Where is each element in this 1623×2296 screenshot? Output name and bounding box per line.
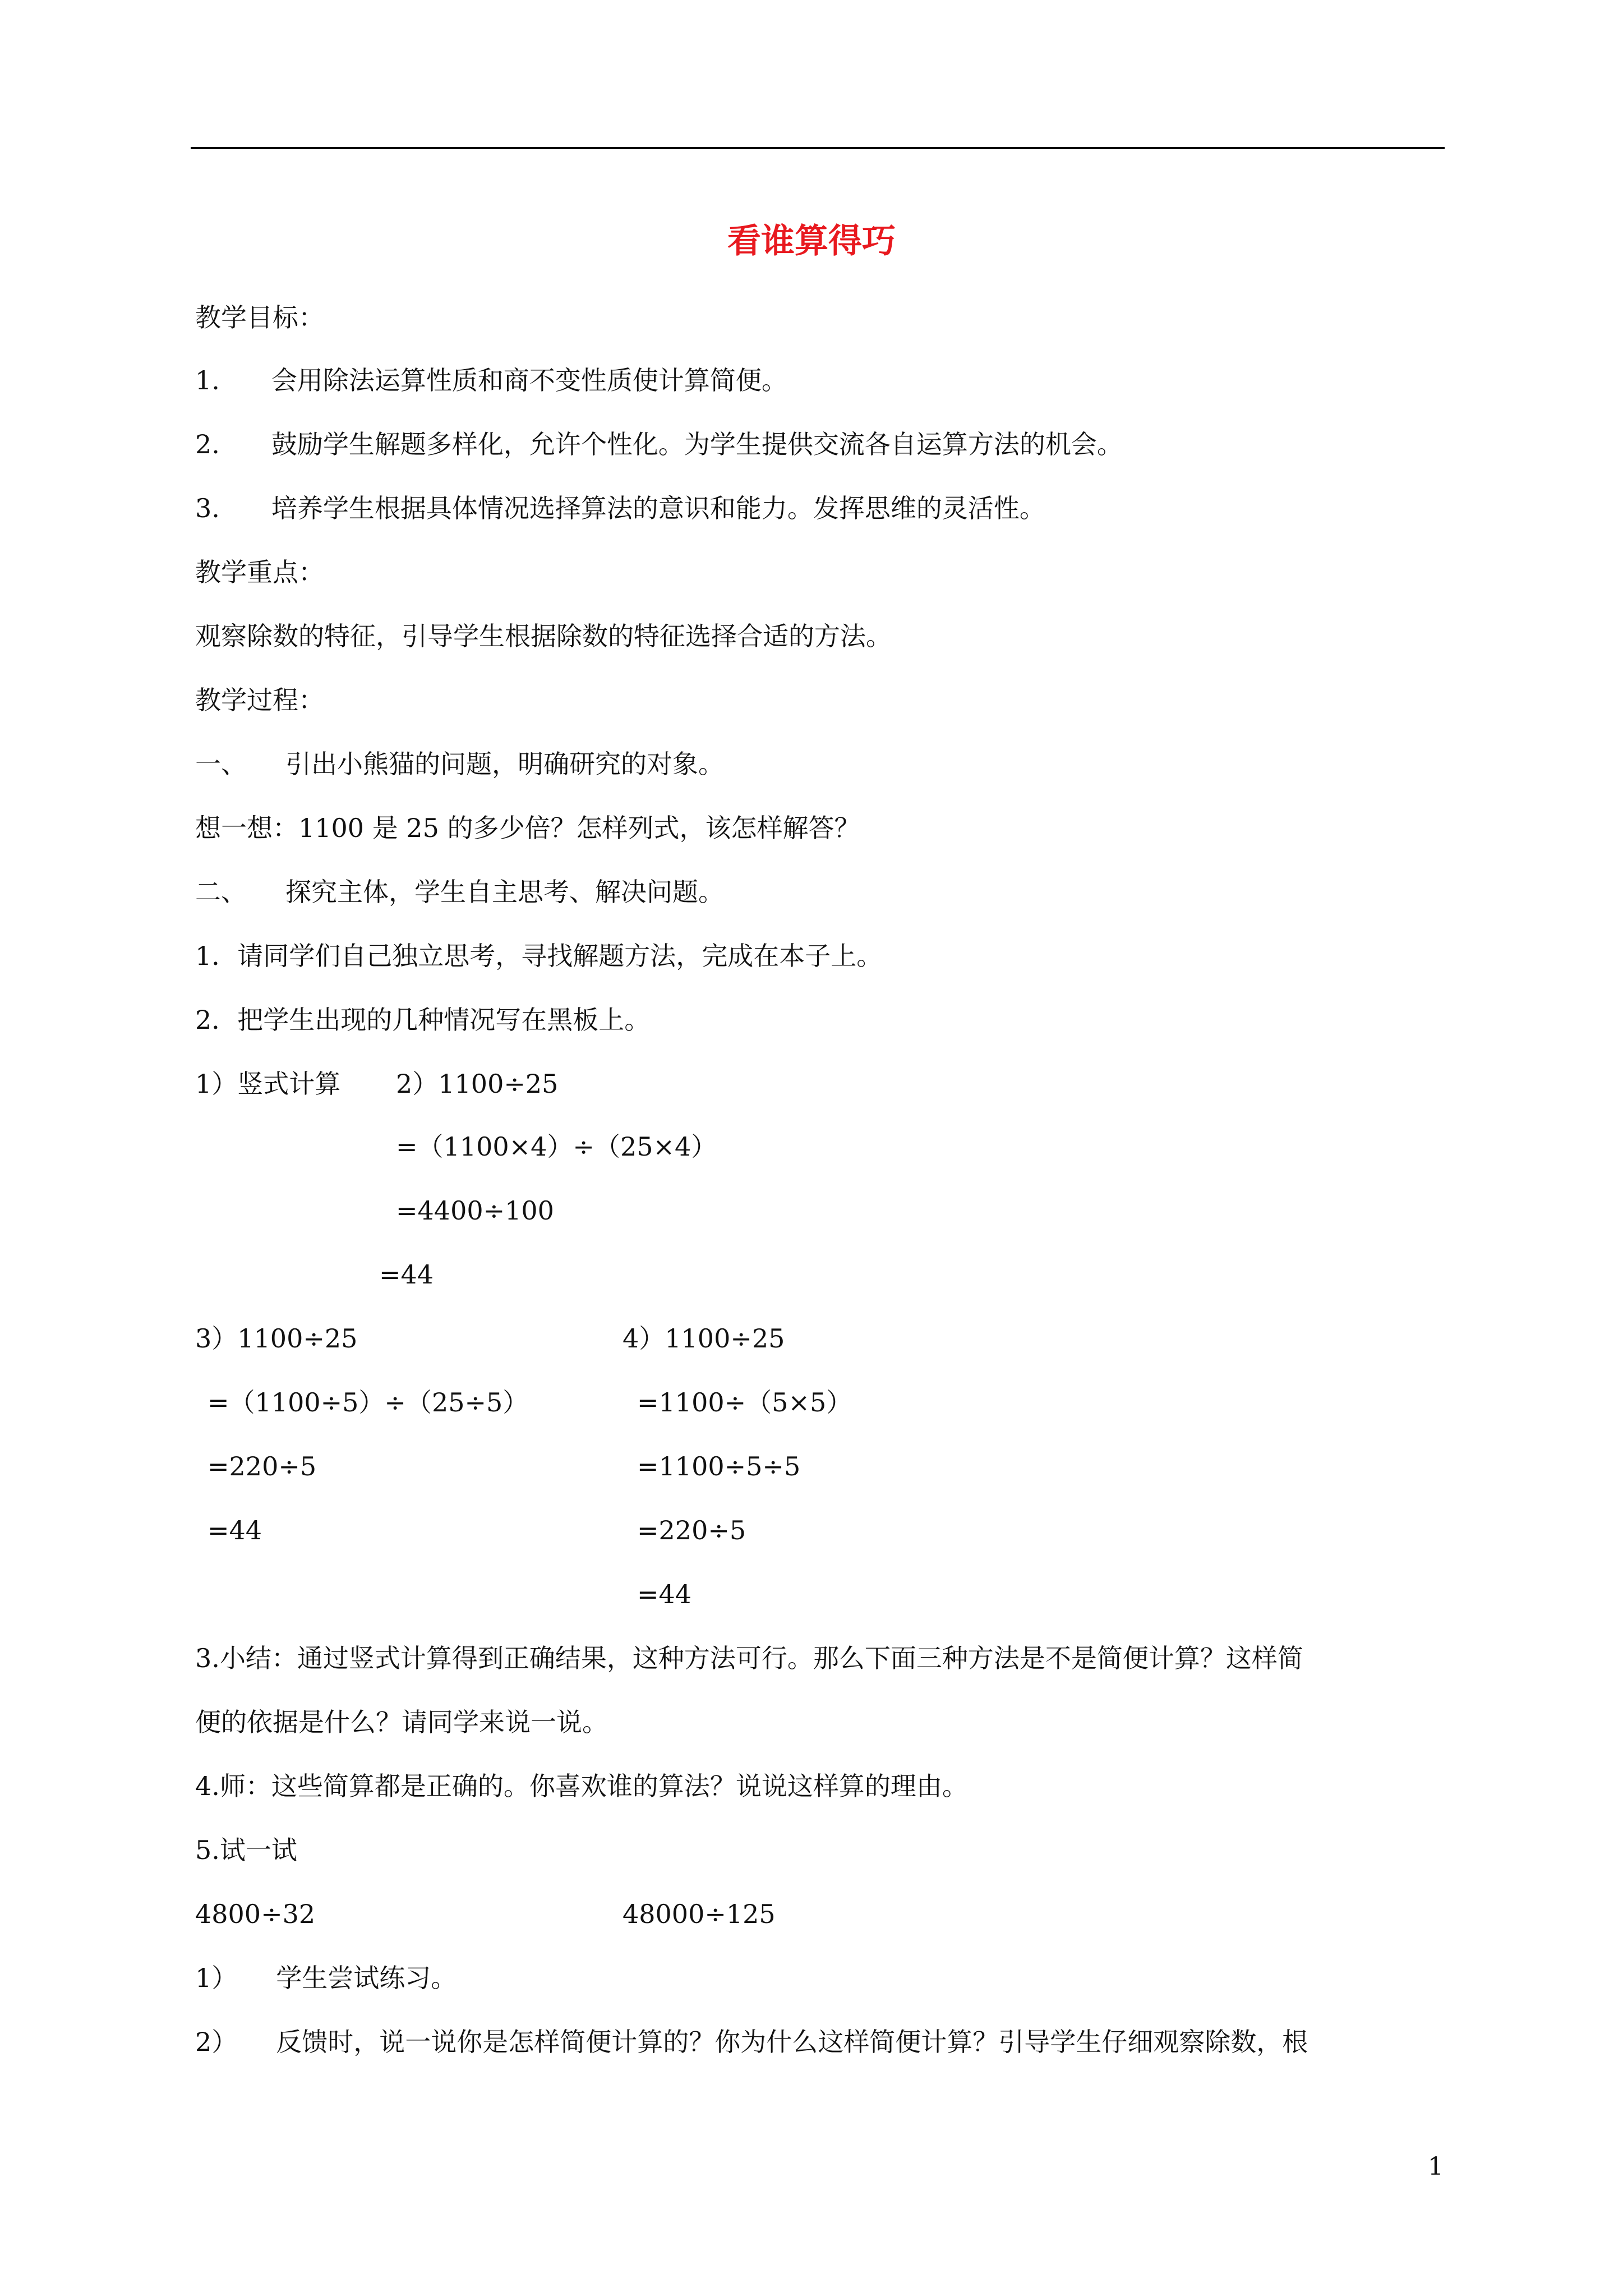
method-4-step-3: =220÷5 [637,1515,746,1545]
summary-line-2: 便的依据是什么？请同学来说一说。 [195,1707,608,1737]
exercise-2: 48000÷125 [623,1899,776,1929]
method-4-step-2: =1100÷5÷5 [637,1451,801,1481]
think-question: 想一想：1100 是 25 的多少倍？怎样列式，该怎样解答？ [195,813,860,843]
method-2-step-1: =（1100×4）÷（25×4） [396,1131,717,1162]
substep-1: 1．请同学们自己独立思考，寻找解题方法，完成在本子上。 [195,941,883,971]
method-4-step-1: =1100÷（5×5） [637,1387,852,1418]
method-3-label: 3）1100÷25 [195,1323,358,1354]
section-heading-process: 教学过程： [195,685,324,715]
method-3-step-2: =220÷5 [208,1451,317,1481]
process-step-1: 一、 引出小熊猫的问题，明确研究的对象。 [195,749,724,779]
try-it-heading: 5.试一试 [195,1835,297,1865]
objective-2: 2. 鼓励学生解题多样化，允许个性化。为学生提供交流各自运算方法的机会。 [195,429,1123,459]
header-rule [191,147,1445,149]
method-4-label: 4）1100÷25 [623,1323,785,1354]
method-2-step-2: =4400÷100 [396,1195,554,1226]
document-title: 看谁算得巧 [727,222,896,261]
practice-step-1: 1） 学生尝试练习。 [195,1963,457,1993]
method-4-result: =44 [637,1579,692,1609]
method-1-label: 1）竖式计算 [195,1069,341,1099]
key-point-text: 观察除数的特征，引导学生根据除数的特征选择合适的方法。 [195,621,892,651]
method-2-label: 2）1100÷25 [396,1069,559,1099]
exercise-1: 4800÷32 [195,1899,316,1929]
section-heading-key-points: 教学重点： [195,557,324,587]
practice-step-2: 2） 反馈时，说一说你是怎样简便计算的？你为什么这样简便计算？引导学生仔细观察除数，根 [195,2027,1308,2057]
objective-1: 1. 会用除法运算性质和商不变性质使计算简便。 [195,365,787,395]
summary-line-1: 3.小结：通过竖式计算得到正确结果，这种方法可行。那么下面三种方法是不是简便计算？这样简 [195,1643,1303,1673]
teacher-remark: 4.师：这些简算都是正确的。你喜欢谁的算法？说说这样算的理由。 [195,1771,968,1801]
page-number: 1 [1428,2152,1444,2181]
substep-2: 2．把学生出现的几种情况写在黑板上。 [195,1005,651,1035]
objective-3: 3. 培养学生根据具体情况选择算法的意识和能力。发挥思维的灵活性。 [195,493,1045,523]
section-heading-objectives: 教学目标： [195,302,324,333]
method-3-result: =44 [208,1515,262,1545]
method-2-result: =44 [379,1259,434,1290]
process-step-2: 二、 探究主体，学生自主思考、解决问题。 [195,877,724,907]
method-3-step-1: =（1100÷5）÷（25÷5） [208,1387,529,1418]
